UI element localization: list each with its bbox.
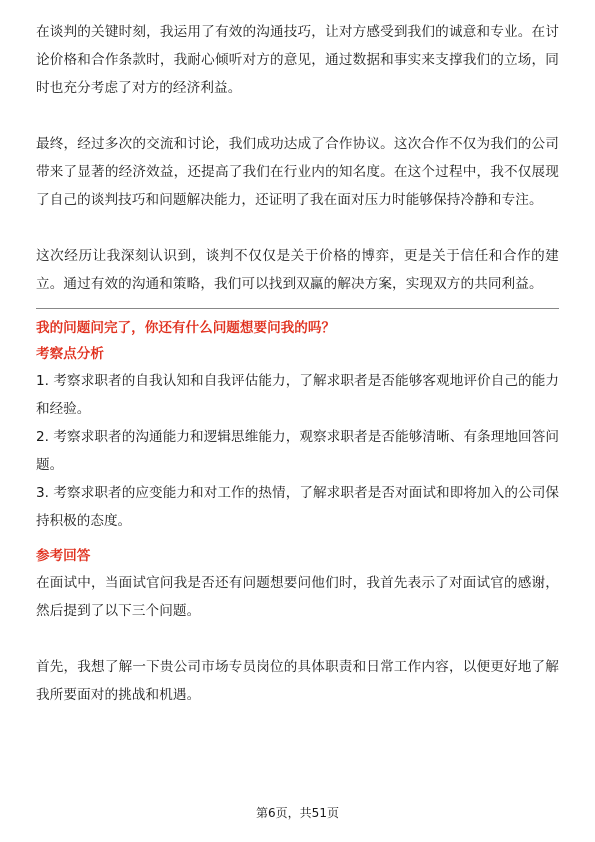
body-paragraph: 在谈判的关键时刻，我运用了有效的沟通技巧，让对方感受到我们的诚意和专业。在讨论价格和合作条款时，我耐心倾听对方的意见，通过数据和事实来支撑我们的立场，同时也充分考虑了对方的经济利益。 [36,24,559,96]
body-paragraph: 这次经历让我深刻认识到，谈判不仅仅是关于价格的博弈，更是关于信任和合作的建立。通过有效的沟通和策略，我们可以找到双赢的解决方案，实现双方的共同利益。 [36,248,559,292]
body-paragraph: 最终，经过多次的交流和讨论，我们成功达成了合作协议。这次合作不仅为我们的公司带来了显著的经济效益，还提高了我们在行业内的知名度。在这个过程中，我不仅展现了自己的谈判技巧和问题解决能力，还证明了我在面对压力时能够保持冷静和专注。 [36,136,559,208]
analysis-heading: 考察点分析 [36,346,104,362]
section-divider [36,308,559,309]
analysis-item: 3. 考察求职者的应变能力和对工作的热情，了解求职者是否对面试和即将加入的公司保持积极的态度。 [36,485,559,529]
question-title: 我的问题问完了，你还有什么问题想要问我的吗？ [36,320,336,336]
answer-paragraph: 在面试中，当面试官问我是否还有问题想要问他们时，我首先表示了对面试官的感谢，然后提到了以下三个问题。 [36,575,559,619]
answer-heading: 参考回答 [36,548,91,564]
answer-paragraph: 首先，我想了解一下贵公司市场专员岗位的具体职责和日常工作内容，以便更好地了解我所要面对的挑战和机遇。 [36,659,559,703]
document-page [36,18,559,709]
analysis-item: 1. 考察求职者的自我认知和自我评估能力，了解求职者是否能够客观地评价自己的能力和经验。 [36,373,559,417]
analysis-item: 2. 考察求职者的沟通能力和逻辑思维能力，观察求职者是否能够清晰、有条理地回答问题。 [36,429,559,473]
page-footer: 第6页，共51页 [256,806,339,820]
